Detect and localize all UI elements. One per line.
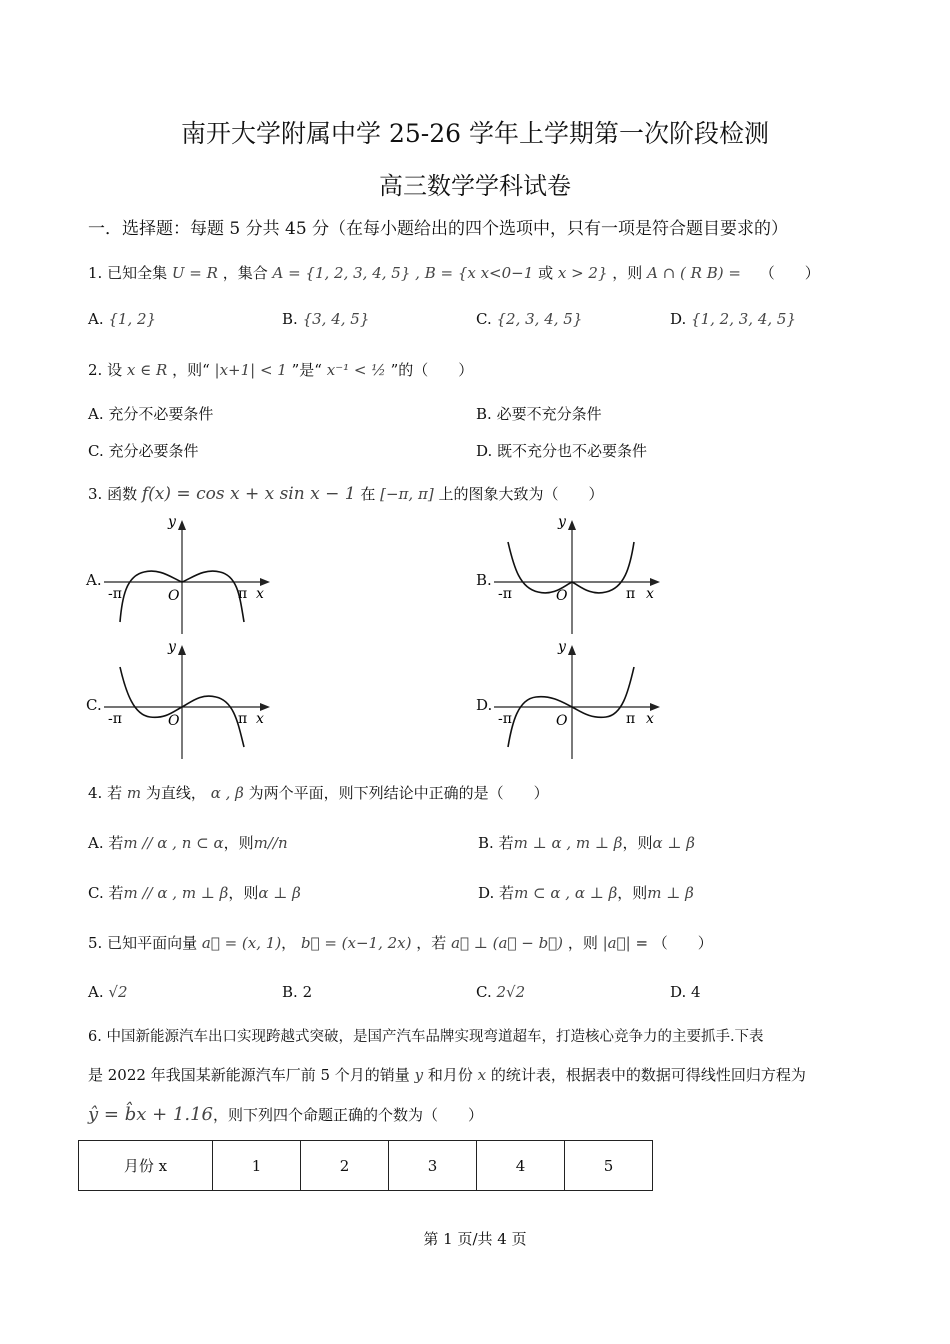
origin-label: O xyxy=(168,713,180,729)
graph-option-d[interactable] xyxy=(494,643,664,759)
x-label: x xyxy=(256,711,264,727)
pi-label: π xyxy=(238,586,248,602)
q4-option-b[interactable]: B. 若m ⊥ α , m ⊥ β，则α ⊥ β xyxy=(478,834,695,852)
y-axis-arrow xyxy=(568,520,576,530)
origin-label: O xyxy=(556,713,568,729)
q3-option-d-label[interactable]: D. xyxy=(476,696,493,714)
q2-option-a[interactable]: A. 充分不必要条件 xyxy=(88,405,214,423)
condition-2-expr: x⁻¹ < ½ xyxy=(326,361,386,379)
q4-option-c[interactable]: C. 若m // α , m ⊥ β，则α ⊥ β xyxy=(88,884,301,902)
regression-expr: ŷ = b̂x + 1.16 xyxy=(88,1104,213,1125)
section-heading: 一．选择题：每题 5 分共 45 分（在每小题给出的四个选项中，只有一项是符合题目要求的） xyxy=(88,219,789,239)
question-4-stem: 4. 若 m 为直线， α , β 为两个平面，则下列结论中正确的是（ ） xyxy=(88,784,549,802)
table-cell: 5 xyxy=(565,1141,653,1191)
x-label: x xyxy=(646,586,654,602)
question-6-line-2: 是 2022 年我国某新能源汽车厂前 5 个月的销量 y 和月份 x 的统计表，根据表中的数据可得线性回归方程为 xyxy=(88,1066,806,1084)
q4-option-d[interactable]: D. 若m ⊂ α , α ⊥ β，则m ⊥ β xyxy=(478,884,694,902)
question-1-stem: 1. 已知全集 U = R ，集合 A = {1, 2, 3, 4, 5} , B = {x x<0−1 或 x > 2} ，则 A ∩ ( R B) = （ ） xyxy=(88,264,820,282)
table-cell: 1 xyxy=(213,1141,301,1191)
y-axis-arrow xyxy=(178,645,186,655)
q2-option-b[interactable]: B. 必要不充分条件 xyxy=(476,405,602,423)
interval-expr: [−π, π] xyxy=(380,485,434,503)
q2-option-d[interactable]: D. 既不充分也不必要条件 xyxy=(476,442,648,460)
graph-option-b[interactable] xyxy=(494,518,664,634)
table-cell: 4 xyxy=(477,1141,565,1191)
table-cell: 3 xyxy=(389,1141,477,1191)
y-axis-arrow xyxy=(178,520,186,530)
q5-option-b[interactable]: B. 2 xyxy=(282,983,313,1001)
x-label: x xyxy=(256,586,264,602)
x-axis-arrow xyxy=(260,703,270,711)
intersection-expr: A ∩ ( R B) = xyxy=(647,264,741,282)
perpendicular-condition: a⃗ ⊥ (a⃗ − b⃗) xyxy=(451,934,564,952)
universal-set-expr: U = R xyxy=(171,264,218,282)
pi-label: π xyxy=(238,711,248,727)
q1-option-d[interactable]: D. {1, 2, 3, 4, 5} xyxy=(670,310,796,328)
set-a-b-expr: A = {1, 2, 3, 4, 5} , B = {x x<0−1 xyxy=(272,264,534,282)
q1-option-b[interactable]: B. {3, 4, 5} xyxy=(282,310,370,328)
q5-option-d[interactable]: D. 4 xyxy=(670,983,701,1001)
x-label: x xyxy=(646,711,654,727)
q5-option-c[interactable]: C. 2√2 xyxy=(476,983,526,1001)
q2-option-c[interactable]: C. 充分必要条件 xyxy=(88,442,199,460)
q3-option-b-label[interactable]: B. xyxy=(476,571,492,589)
condition-1-expr: |x+1| < 1 xyxy=(214,361,287,379)
table-row xyxy=(79,1141,653,1191)
y-label: y xyxy=(168,518,176,530)
y-axis-arrow xyxy=(568,645,576,655)
sales-table xyxy=(78,1140,653,1191)
neg-pi-label: -π xyxy=(108,711,122,727)
table-cell: 2 xyxy=(301,1141,389,1191)
vector-b-expr: b⃗ = (x−1, 2x) xyxy=(300,934,412,952)
y-label: y xyxy=(558,518,566,530)
q3-option-c-label[interactable]: C. xyxy=(86,696,102,714)
function-expr: f(x) = cos x + x sin x − 1 xyxy=(141,484,356,504)
question-6-line-1: 6. 中国新能源汽车出口实现跨越式突破，是国产汽车品牌实现弯道超车，打造核心竞争力的主要抓手.下表 xyxy=(88,1029,764,1045)
graph-option-c[interactable] xyxy=(104,643,274,759)
x-axis-arrow xyxy=(650,703,660,711)
y-label: y xyxy=(558,643,566,655)
neg-pi-label: -π xyxy=(498,711,512,727)
question-6-line-3: ŷ = b̂x + 1.16，则下列四个命题正确的个数为（ ） xyxy=(88,1104,483,1125)
x-axis-arrow xyxy=(650,578,660,586)
curve xyxy=(508,542,634,593)
neg-pi-label: -π xyxy=(108,586,122,602)
table-row-header: 月份 x xyxy=(79,1141,213,1191)
question-5-stem: 5. 已知平面向量 a⃗ = (x, 1)， b⃗ = (x−1, 2x) ，若 a⃗ ⊥ (a⃗ − b⃗) ，则 |a⃗| = （ ） xyxy=(88,934,713,952)
q1-option-c[interactable]: C. {2, 3, 4, 5} xyxy=(476,310,583,328)
q1-option-a[interactable]: A. {1, 2} xyxy=(88,310,157,328)
y-label: y xyxy=(168,643,176,655)
pi-label: π xyxy=(626,711,636,727)
origin-label: O xyxy=(168,588,180,604)
q3-option-a-label[interactable]: A. xyxy=(86,571,102,589)
page-number: 第 1 页/共 4 页 xyxy=(423,1230,527,1248)
pi-label: π xyxy=(626,586,636,602)
school-title: 南开大学附属中学 25-26 学年上学期第一次阶段检测 xyxy=(181,119,769,148)
graph-option-a[interactable] xyxy=(104,518,274,634)
vector-a-expr: a⃗ = (x, 1) xyxy=(201,934,282,952)
neg-pi-label: -π xyxy=(498,586,512,602)
q4-option-a[interactable]: A. 若m // α , n ⊂ α，则m//n xyxy=(88,834,288,852)
q5-option-a[interactable]: A. √2 xyxy=(88,983,128,1001)
question-2-stem: 2. 设 x ∈ R ，则“ |x+1| < 1 ”是“ x⁻¹ < ½ ”的（ ） xyxy=(88,361,474,379)
paper-title: 高三数学学科试卷 xyxy=(379,172,571,200)
question-3-stem: 3. 函数 f(x) = cos x + x sin x − 1 在 [−π, π] 上的图象大致为（ ） xyxy=(88,484,604,504)
x-axis-arrow xyxy=(260,578,270,586)
origin-label: O xyxy=(556,588,568,604)
